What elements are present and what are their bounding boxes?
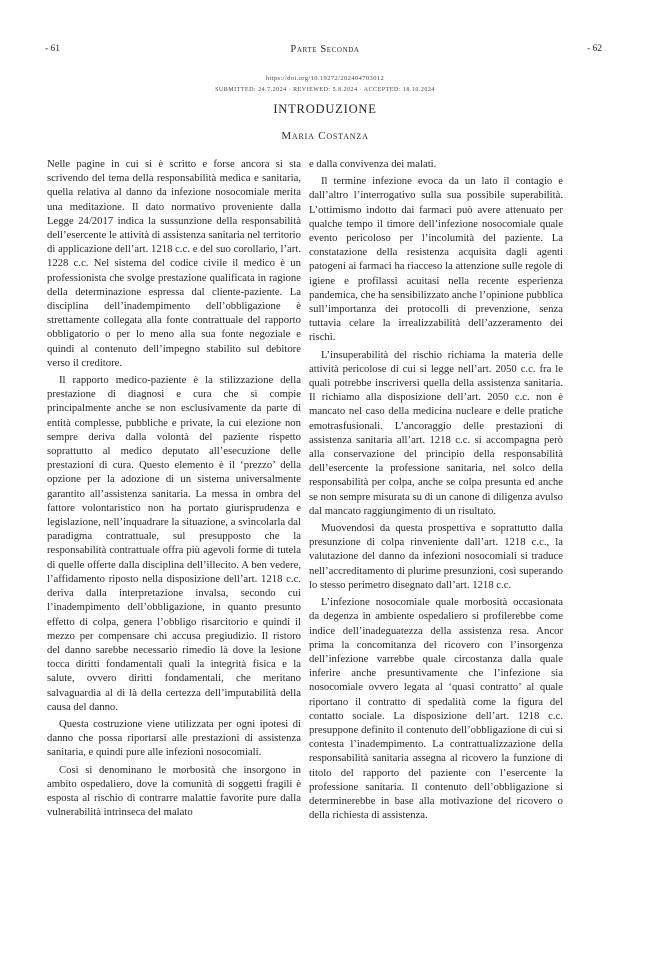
paragraph: L’insuperabilità del rischio richiama la materia delle attività pericolose di cui si legge nell’art. 2050 c.c. fra le quali potrebbe inscriversi quella della assistenza sanitaria. Il richiamo alla disposizione dell’art. 2050 c.c. non è mancato nel caso della medicina nucleare e delle pratiche emotrasfusionali. L’ancoraggio delle prestazioni di assistenza sanitaria all’art. 1218 c.c. si accompagna però alla conservazione del principio della responsabilità dell’esercente la professione sanitaria, nel solco della responsabilità per colpa, anche se colpa presunta ed anche se non sempre misurata su di un canone di diligenza avulso dal mancato raggiungimento di un risultato. (309, 348, 563, 517)
paragraph: Nelle pagine in cui si è scritto e forse ancora si sta scrivendo del tema della responsabilità medica e sanitaria, quella relativa al danno da infezione nosocomiale merita una meditazione. Il dato normativo proveniente dalla Legge 24/2017 indica la sussunzione della responsabilità dell’esercente le attività di assistenza sanitaria nel territorio di applicazione dell’art. 1218 c.c. e del suo corollario, l’art. 1228 c.c. Nel sistema del codice civile il medico è un professionista che svolge prestazione qualificata in ragione della determinazione espressa dal cliente-paziente. La disciplina dell’inadempimento dell’obbligazione è strettamente collegata alla fonte contrattuale del rapporto obbligatorio o per lo meno alla sua fonte negoziale e quindi al contenuto dell’impegno stabilito sul debitore verso il creditore. (47, 158, 301, 369)
text-column-left (47, 157, 301, 822)
paragraph: Così si denominano le morbosità che insorgono in ambito ospedaliero, dove la comunità di soggetti fragili è esposta al rischio di contrarre malattie favorite pure dalla vulnerabilità intrinseca del malato (47, 763, 301, 819)
paragraph: Questa costruzione viene utilizzata per ogni ipotesi di danno che possa riportarsi alle prestazioni di assistenza sanitaria, e quindi pure alle infezioni nosocomiali. (47, 717, 301, 759)
text-column-right (309, 157, 563, 825)
doi-link[interactable]: https://doi.org/10.19272/202404703012 (265, 75, 385, 82)
paragraph: Muovendosi da questa prospettiva e soprattutto dalla presunzione di colpa rinveniente dall’art. 1218 c.c., la valutazione del danno da infezioni nosocomiali si traduce nell’accreditamento di plurime presunzioni, così superando lo stesso perimetro disegnato dall’art. 1218 c.c. (309, 522, 563, 591)
paragraph: Il rapporto medico-paziente è la stilizzazione della prestazione di diagnosi e cura che si compie principalmente anche se non esclusivamente da parte di entità complesse, pubbliche e private, la cui elezione non sempre deriva dalla volontà del paziente rispetto soprattutto al medico deputato all’esecuzione delle prestazioni di cura. Questo elemento è il ‘prezzo’ della opzione per la adozione di un sistema universalmente garantito all’assistenza sanitaria. La messa in ombra del fattore volontaristico non ha portato giurisprudenza e legislazione, nell’inquadrare la situazione, a svincolarla dal paradigma contrattuale, sul presupposto che la responsabilità contrattuale offra più agevoli forme di tutela di quelle offerte dalla disciplina dell’illecito. A ben vedere, l’affidamento riposto nella disposizione dell’art. 1218 c.c. deriva dalla interpretazione invalsa, secondo cui l’inadempimento dell’obbligazione, in quanto presunto effetto di colpa, genera l’obbligo risarcitorio e quindi il mezzo per compensare chi accusa pregiudizio. Il ristoro del danno sarebbe necessario rimedio là dove la lesione tocca diritti fondamentali quali la integrità fisica e la salute, ovvero diritti fondamentali, che meritano salvaguardia al di là della certezza dell’imputabilità della causa del danno. (47, 374, 301, 713)
article-author: Maria Costanza (281, 130, 369, 142)
page-number-right: - 62 (586, 44, 602, 54)
paragraph: e dalla convivenza dei malati. (309, 158, 437, 170)
article-title: INTRODUZIONE (273, 102, 377, 116)
running-header (0, 44, 650, 58)
page-number-left: - 61 (45, 44, 61, 54)
submission-dates: SUBMITTED: 24.7.2024 · REVIEWED: 5.8.2024 · ACCEPTED: 18.10.2024 (215, 87, 435, 93)
paragraph: L’infezione nosocomiale quale morbosità occasionata da degenza in ambiente ospedaliero si profilerebbe come indice dell’inadeguatezza della assistenza resa. Ancor prima la concomitanza del ricovero con l’insorgenza dell’infezione varrebbe quale circostanza dalla quale inferire anche presuntivamente che l’infezione sia nosocomiale ovvero legata al ‘quasi contratto’ al quale riportano il contratto di spedalità come la figura del contatto sociale. La disposizione dell’art. 1218 c.c. presuppone definito il contenuto dell’obbligazione di cui si contesta l’inadempimento. La contrattualizzazione della responsabilità sanitaria assegna al ricovero la funzione di titolo del rapporto del paziente con l’esercente la professione sanitaria. Il contenuto dell’obbligazione si determinerebbe in base alla motivazione del ricovero o della richiesta di assistenza. (309, 596, 563, 822)
paragraph: Il termine infezione evoca da un lato il contagio e dall’altro l’interrogativo sulla sua possibile superabilità. L’ottimismo indotto dai farmaci può avere attenuato per qualche tempo il timore dell’infezione nosocomiale quale evento pericoloso per l’incolumità del paziente. La constatazione della resistenza acquisita dagli agenti patogeni ai farmaci ha riacceso la attenzione sulle regole di igiene e profilassi acuitasi nella recente esperienza pandemica, che ha sensibilizzato anche l’opinione pubblica sull’importanza dei protocolli di prevenzione, senza tuttavia celare la irrealizzabilità dell’azzeramento dei rischi. (309, 175, 563, 344)
running-title: Parte Seconda (290, 44, 360, 55)
